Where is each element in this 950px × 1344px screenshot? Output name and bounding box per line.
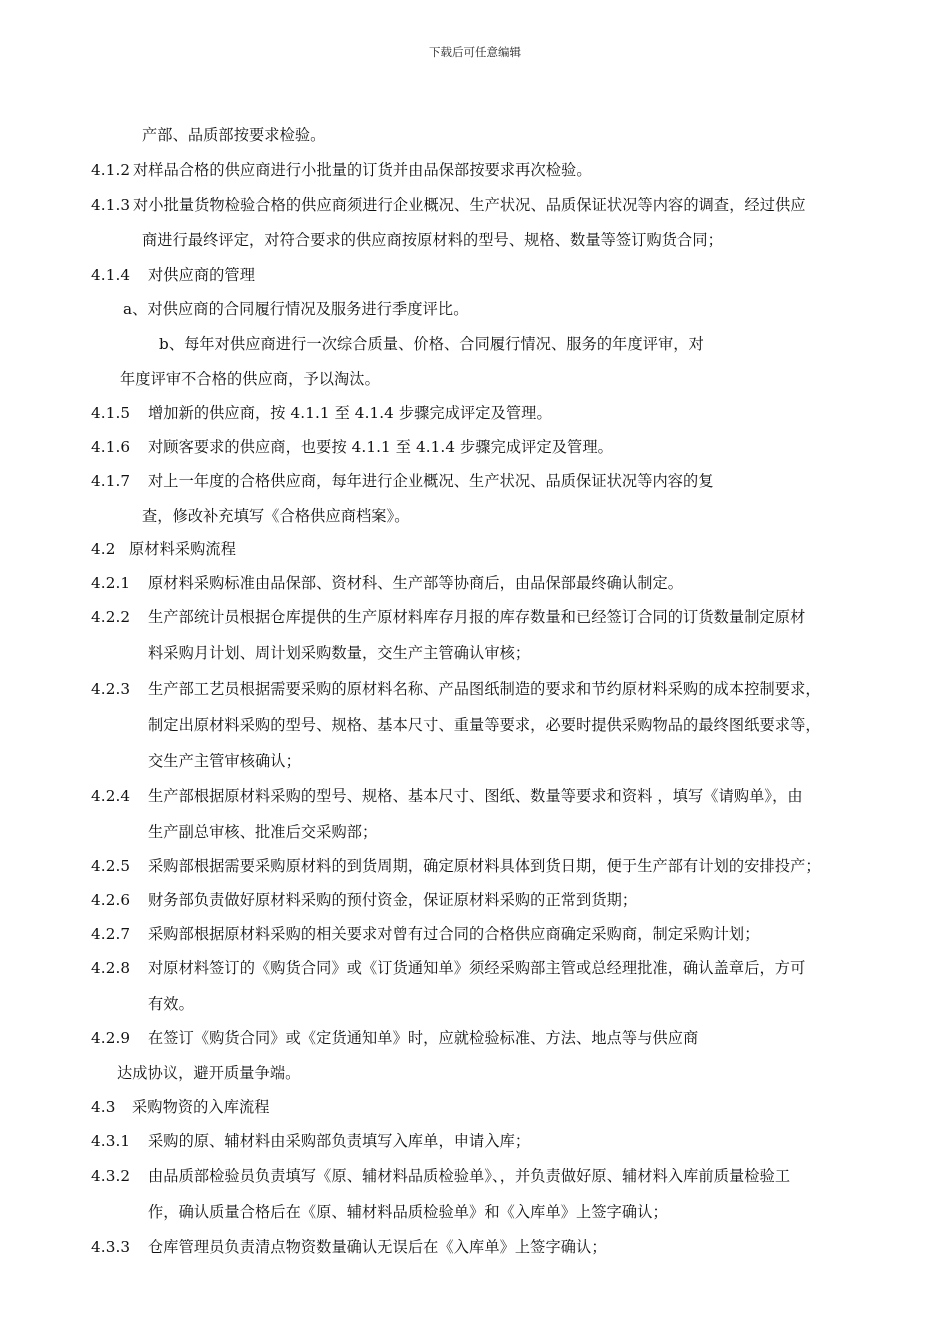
clause-number: 4.3.3 <box>91 1238 131 1256</box>
text-line: 交生产主管审核确认； <box>148 752 301 770</box>
text-line: 达成协议，避开质量争端。 <box>117 1064 301 1082</box>
clause-number: 4.1.7 <box>91 472 131 490</box>
clause-number: 4.2.2 <box>91 608 131 626</box>
clause-number: 4.1.5 <box>91 404 131 422</box>
clause-number: 4.2.1 <box>91 574 131 592</box>
clause-number: 4.2.5 <box>91 857 131 875</box>
text-line: 料采购月计划、周计划采购数量，交生产主管确认审核； <box>148 644 531 662</box>
text-line: 年度评审不合格的供应商，予以淘汰。 <box>120 370 380 388</box>
text-line: b、每年对供应商进行一次综合质量、价格、合同履行情况、服务的年度评审，对 <box>159 335 704 353</box>
clause-4-1-6: 4.1.6 对顾客要求的供应商，也要按 4.1.1 至 4.1.4 步骤完成评定及管理。 <box>91 438 613 456</box>
clause-4-2-6: 4.2.6 财务部负责做好原材料采购的预付资金，保证原材料采购的正常到货期； <box>91 891 638 909</box>
clause-4-2-2: 4.2.2 生产部统计员根据仓库提供的生产原材料库存月报的库存数量和已经签订合同的订货数量制定原材 <box>91 608 806 626</box>
clause-number: 4.1.4 <box>91 266 131 284</box>
section-number: 4.2 <box>91 540 116 558</box>
page-header: 下载后可任意编辑 <box>429 45 521 59</box>
text-line: 商进行最终评定，对符合要求的供应商按原材料的型号、规格、数量等签订购货合同； <box>142 231 723 249</box>
clause-number: 4.2.8 <box>91 959 131 977</box>
clause-4-3-3: 4.3.3 仓库管理员负责清点物资数量确认无误后在《入库单》上签字确认； <box>91 1238 607 1256</box>
clause-number: 4.2.7 <box>91 925 131 943</box>
clause-number: 4.1.3 <box>91 196 131 214</box>
text-line: 制定出原材料采购的型号、规格、基本尺寸、重量等要求，必要时提供采购物品的最终图纸要求等， <box>148 716 821 734</box>
clause-4-2-8: 4.2.8 对原材料签订的《购货合同》或《订货通知单》须经采购部主管或总经理批准，确认盖章后，方可 <box>91 959 806 977</box>
text-line: 生产副总审核、批准后交采购部； <box>148 823 378 841</box>
clause-number: 4.3.2 <box>91 1167 131 1185</box>
clause-4-3-1: 4.3.1 采购的原、辅材料由采购部负责填写入库单，申请入库； <box>91 1132 531 1150</box>
clause-4-1-5: 4.1.5 增加新的供应商，按 4.1.1 至 4.1.4 步骤完成评定及管理。 <box>91 404 552 422</box>
section-4-3: 4.3 采购物资的入库流程 <box>91 1098 270 1116</box>
clause-number: 4.2.9 <box>91 1029 131 1047</box>
clause-number: 4.3.1 <box>91 1132 131 1150</box>
text-line: 产部、品质部按要求检验。 <box>142 126 326 144</box>
clause-number: 4.1.6 <box>91 438 131 456</box>
clause-4-2-3: 4.2.3 生产部工艺员根据需要采购的原材料名称、产品图纸制造的要求和节约原材料采购的成本控制要求， <box>91 680 821 698</box>
text-line: 作，确认质量合格后在《原、辅材料品质检验单》和《入库单》上签字确认； <box>148 1203 668 1221</box>
clause-4-2-9: 4.2.9 在签订《购货合同》或《定货通知单》时，应就检验标准、方法、地点等与供应商 <box>91 1029 699 1047</box>
clause-number: 4.2.3 <box>91 680 131 698</box>
clause-4-3-2: 4.3.2 由品质部检验员负责填写《原、辅材料品质检验单》、，并负责做好原、辅材料入库前质量检验工 <box>91 1167 791 1185</box>
clause-4-1-2: 4.1.2 对样品合格的供应商进行小批量的订货并由品保部按要求再次检验。 <box>91 161 592 179</box>
clause-4-2-7: 4.2.7 采购部根据原材料采购的相关要求对曾有过合同的合格供应商确定采购商，制定采购计划； <box>91 925 760 943</box>
text-line: 有效。 <box>148 995 194 1013</box>
clause-4-1-4: 4.1.4 对供应商的管理 <box>91 266 256 284</box>
clause-number: 4.1.2 <box>91 161 131 179</box>
clause-4-1-3: 4.1.3 对小批量货物检验合格的供应商须进行企业概况、生产状况、品质保证状况等内容的调查，经过供应 <box>91 196 806 214</box>
text-line: a、对供应商的合同履行情况及服务进行季度评比。 <box>123 300 469 318</box>
clause-4-2-4: 4.2.4 生产部根据原材料采购的型号、规格、基本尺寸、图纸、数量等要求和资料 ，填写《请购单》，由 <box>91 787 803 805</box>
clause-4-2-1: 4.2.1 原材料采购标准由品保部、资材科、生产部等协商后，由品保部最终确认制定。 <box>91 574 684 592</box>
clause-number: 4.2.6 <box>91 891 131 909</box>
section-4-2: 4.2 原材料采购流程 <box>91 540 237 558</box>
section-number: 4.3 <box>91 1098 116 1116</box>
text-line: 查，修改补充填写《合格供应商档案》。 <box>142 507 410 525</box>
clause-4-1-7: 4.1.7 对上一年度的合格供应商，每年进行企业概况、生产状况、品质保证状况等内容的复 <box>91 472 714 490</box>
clause-4-2-5: 4.2.5 采购部根据需要采购原材料的到货周期，确定原材料具体到货日期，便于生产部有计划的安排投产； <box>91 857 821 875</box>
clause-number: 4.2.4 <box>91 787 131 805</box>
